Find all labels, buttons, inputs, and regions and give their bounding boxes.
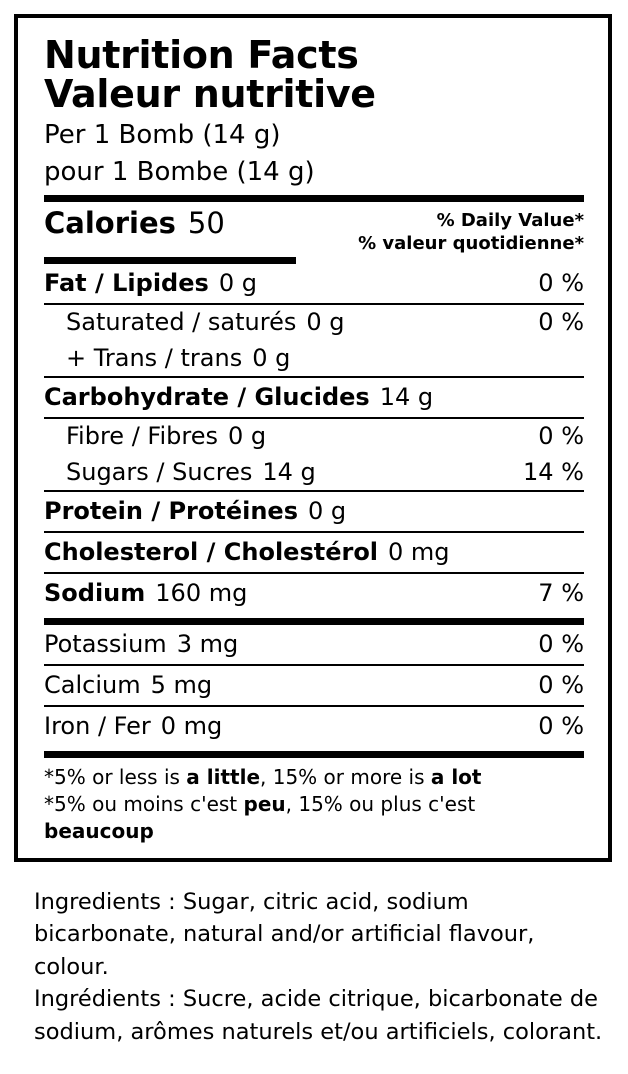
row-calcium-percent: 0 % <box>538 670 584 699</box>
row-cholesterol <box>44 533 584 572</box>
row-carbohydrate-label: Carbohydrate / Glucides <box>44 383 370 412</box>
row-sugars-percent: 14 % <box>523 457 584 486</box>
row-sodium-label: Sodium <box>44 578 146 607</box>
row-fibre-percent: 0 % <box>538 421 584 450</box>
row-fibre <box>44 419 584 455</box>
row-potassium-amount: 3 mg <box>176 630 239 659</box>
row-iron <box>44 707 584 746</box>
row-iron-amount: 0 mg <box>160 711 223 740</box>
row-carbohydrate-amount: 14 g <box>379 383 434 412</box>
daily-value-french: % valeur quotidienne* <box>358 232 584 254</box>
row-sodium <box>44 574 584 613</box>
footnote-block <box>44 758 584 846</box>
row-fat-percent: 0 % <box>538 269 584 298</box>
row-sugars-label: Sugars / Sucres <box>66 457 253 486</box>
row-fat-amount: 0 g <box>218 269 257 298</box>
row-carbohydrate <box>44 378 584 417</box>
calories-underline <box>44 257 296 264</box>
row-saturated-amount: 0 g <box>306 307 345 336</box>
ingredients-french: Ingrédients : Sucre, acide citrique, bicarbonate de sodium, arômes naturels et/ou artificiels, colorant. <box>34 986 603 1045</box>
calories-underline-wrap <box>44 257 584 264</box>
ingredients-english: Ingredients : Sugar, citric acid, sodium bicarbonate, natural and/or artificial flavour, colour. <box>34 889 535 980</box>
row-cholesterol-amount: 0 mg <box>388 537 450 566</box>
row-calcium-amount: 5 mg <box>150 670 213 699</box>
row-potassium-label: Potassium <box>44 630 167 659</box>
row-protein-amount: 0 g <box>308 497 347 526</box>
row-trans-label: + Trans / trans <box>66 343 243 372</box>
daily-value-header <box>358 206 584 255</box>
calories-label: Calories <box>44 206 176 241</box>
row-fat-label: Fat / Lipides <box>44 269 209 298</box>
panel-title-english: Nutrition Facts <box>44 33 359 77</box>
row-sugars-amount: 14 g <box>262 457 316 486</box>
row-trans <box>44 341 584 377</box>
row-fat <box>44 264 584 303</box>
row-fibre-label: Fibre / Fibres <box>66 421 218 450</box>
row-potassium-percent: 0 % <box>538 630 584 659</box>
calories-left <box>44 206 225 240</box>
panel-title-french: Valeur nutritive <box>44 71 376 116</box>
row-sodium-percent: 7 % <box>538 578 584 607</box>
serving-size-english: Per 1 Bomb (14 g) <box>44 119 281 150</box>
footnote-french: *5% ou moins c'est peu, 15% ou plus c'est beaucoup <box>44 792 476 843</box>
row-iron-label: Iron / Fer <box>44 711 151 740</box>
row-saturated-label: Saturated / saturés <box>66 307 297 336</box>
row-saturated-percent: 0 % <box>538 307 584 336</box>
divider-thick-bottom <box>44 751 584 758</box>
row-potassium <box>44 625 584 664</box>
row-calcium-label: Calcium <box>44 670 141 699</box>
row-sugars <box>44 455 584 491</box>
serving-size-french: pour 1 Bombe (14 g) <box>44 156 315 187</box>
calories-row <box>44 202 584 257</box>
row-protein-label: Protein / Protéines <box>44 497 298 526</box>
row-cholesterol-label: Cholesterol / Cholestérol <box>44 537 379 566</box>
nutrition-facts-panel <box>14 14 612 862</box>
row-fibre-amount: 0 g <box>227 421 267 450</box>
row-protein <box>44 492 584 531</box>
row-saturated <box>44 305 584 341</box>
divider-thick-top <box>44 195 584 202</box>
row-iron-percent: 0 % <box>538 711 584 740</box>
daily-value-english: % Daily Value* <box>436 210 584 232</box>
row-calcium <box>44 666 584 705</box>
footnote-english: *5% or less is a little, 15% or more is a lot <box>44 765 482 790</box>
row-sodium-amount: 160 mg <box>155 578 248 607</box>
divider-thick-middle <box>44 618 584 625</box>
ingredients-block <box>34 886 604 1048</box>
row-trans-amount: 0 g <box>252 343 291 372</box>
calories-value: 50 <box>187 206 225 241</box>
